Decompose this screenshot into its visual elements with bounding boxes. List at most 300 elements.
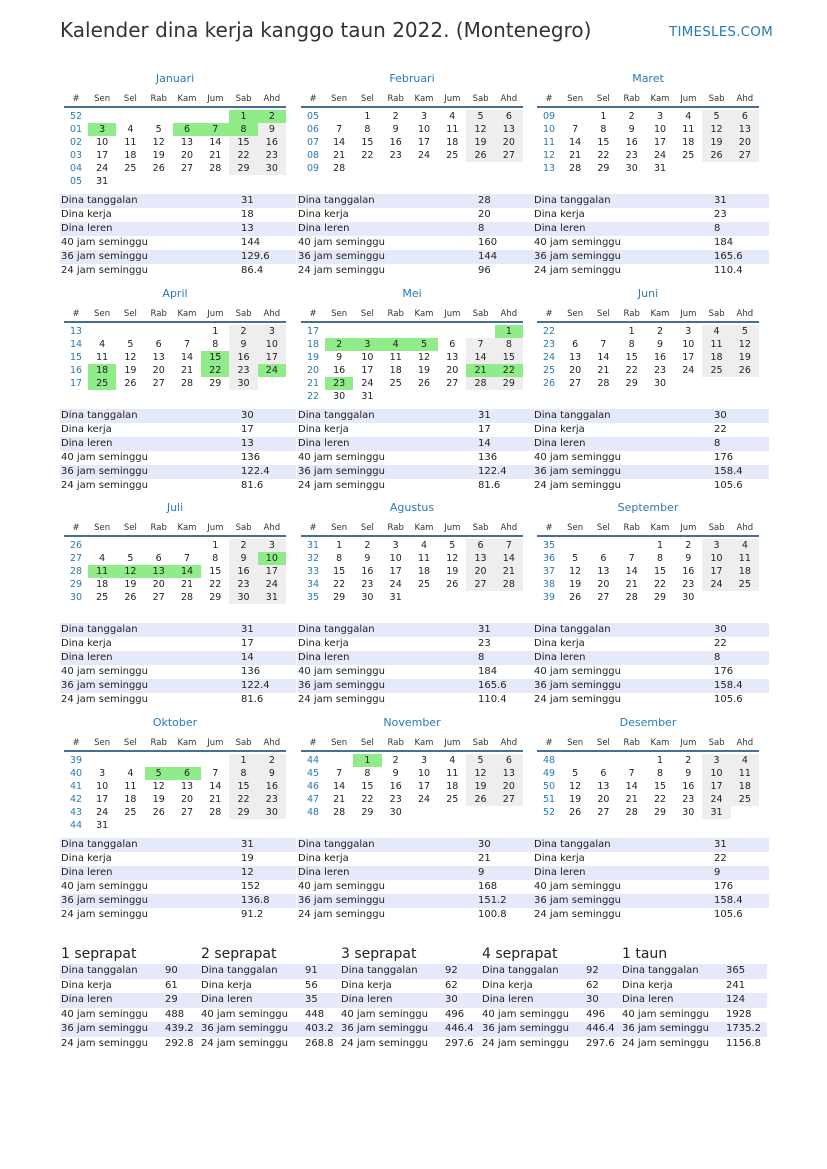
holiday-day-cell[interactable]: 1 [495,325,523,338]
day-cell[interactable]: 6 [495,754,523,767]
day-cell[interactable]: 27 [569,378,582,389]
day-cell[interactable]: 8 [364,768,371,779]
day-cell[interactable]: 11 [389,352,402,363]
day-cell[interactable]: 24 [653,150,667,161]
day-cell[interactable]: 11 [417,553,431,564]
day-cell[interactable]: 1 [364,111,371,122]
day-cell[interactable]: 19 [124,579,137,590]
day-cell[interactable]: 8 [364,124,371,135]
day-cell[interactable]: 26 [152,807,165,818]
day-cell[interactable]: 29 [361,807,374,818]
day-cell[interactable]: 7 [183,553,191,564]
day-cell[interactable]: 21 [209,794,222,805]
day-cell[interactable]: 2 [229,539,257,552]
day-cell[interactable]: 29 [625,378,638,389]
day-cell[interactable]: 25 [124,807,137,818]
day-cell[interactable]: 4 [99,553,106,564]
day-cell[interactable]: 16 [361,566,374,577]
day-cell[interactable]: 17 [417,781,431,792]
day-cell[interactable]: 7 [466,338,494,351]
day-cell[interactable]: 16 [333,365,346,376]
day-cell[interactable]: 6 [572,339,579,350]
day-cell[interactable]: 24 [702,578,730,591]
day-cell[interactable]: 25 [96,592,109,603]
day-cell[interactable]: 8 [336,553,343,564]
day-cell[interactable]: 30 [258,162,286,175]
day-cell[interactable]: 30 [682,592,695,603]
day-cell[interactable]: 23 [258,149,286,162]
day-cell[interactable]: 29 [333,592,346,603]
day-cell[interactable]: 9 [258,767,286,780]
day-cell[interactable]: 31 [258,591,286,604]
day-cell[interactable]: 27 [152,592,165,603]
day-cell[interactable]: 13 [597,781,610,792]
day-cell[interactable]: 18 [124,150,137,161]
day-cell[interactable]: 6 [495,110,523,123]
holiday-day-cell[interactable]: 11 [88,565,116,578]
day-cell[interactable]: 10 [417,768,431,779]
day-cell[interactable]: 28 [180,378,194,389]
day-cell[interactable]: 1 [656,755,664,766]
day-cell[interactable]: 20 [152,365,165,376]
day-cell[interactable]: 29 [229,806,257,819]
day-cell[interactable]: 24 [258,578,286,591]
day-cell[interactable]: 3 [656,111,664,122]
day-cell[interactable]: 8 [656,553,664,564]
day-cell[interactable]: 3 [99,768,106,779]
day-cell[interactable]: 30 [361,592,374,603]
day-cell[interactable]: 21 [333,150,346,161]
day-cell[interactable]: 15 [597,137,610,148]
day-cell[interactable]: 10 [361,352,374,363]
day-cell[interactable]: 4 [449,111,456,122]
day-cell[interactable]: 11 [96,352,109,363]
day-cell[interactable]: 13 [597,566,610,577]
day-cell[interactable]: 2 [258,754,286,767]
day-cell[interactable]: 22 [229,149,257,162]
day-cell[interactable]: 14 [569,137,582,148]
day-cell[interactable]: 5 [731,325,759,338]
day-cell[interactable]: 8 [495,338,523,351]
day-cell[interactable]: 5 [466,110,494,123]
day-cell[interactable]: 12 [569,781,582,792]
day-cell[interactable]: 12 [466,123,494,136]
day-cell[interactable]: 17 [653,137,667,148]
day-cell[interactable]: 25 [731,793,759,806]
holiday-day-cell[interactable]: 6 [173,123,201,136]
day-cell[interactable]: 18 [682,137,695,148]
day-cell[interactable]: 10 [653,124,667,135]
day-cell[interactable]: 29 [495,377,523,390]
day-cell[interactable]: 6 [449,339,456,350]
day-cell[interactable]: 2 [364,540,371,551]
day-cell[interactable]: 27 [597,807,610,818]
day-cell[interactable]: 21 [180,365,194,376]
day-cell[interactable]: 13 [446,352,459,363]
holiday-day-cell[interactable]: 1 [229,110,257,123]
day-cell[interactable]: 14 [625,781,638,792]
day-cell[interactable]: 7 [336,124,343,135]
day-cell[interactable]: 13 [180,137,194,148]
day-cell[interactable]: 18 [446,781,459,792]
holiday-day-cell[interactable]: 2 [258,110,286,123]
day-cell[interactable]: 5 [127,553,134,564]
day-cell[interactable]: 9 [392,768,399,779]
day-cell[interactable]: 8 [628,339,635,350]
day-cell[interactable]: 3 [420,755,428,766]
day-cell[interactable]: 16 [625,137,638,148]
day-cell[interactable]: 6 [731,110,759,123]
day-cell[interactable]: 14 [209,137,222,148]
day-cell[interactable]: 21 [495,565,523,578]
day-cell[interactable]: 10 [96,137,109,148]
day-cell[interactable]: 4 [127,768,134,779]
holiday-day-cell[interactable]: 22 [201,364,229,377]
day-cell[interactable]: 1 [229,754,257,767]
day-cell[interactable]: 28 [466,377,494,390]
day-cell[interactable]: 9 [392,124,399,135]
day-cell[interactable]: 15 [625,352,638,363]
holiday-day-cell[interactable]: 4 [382,338,410,351]
day-cell[interactable]: 4 [731,539,759,552]
day-cell[interactable]: 28 [625,592,638,603]
day-cell[interactable]: 23 [682,579,695,590]
day-cell[interactable]: 28 [333,163,346,174]
day-cell[interactable]: 25 [682,150,695,161]
day-cell[interactable]: 4 [449,755,456,766]
day-cell[interactable]: 19 [152,150,165,161]
day-cell[interactable]: 17 [417,137,431,148]
day-cell[interactable]: 25 [417,579,431,590]
holiday-day-cell[interactable]: 21 [466,364,494,377]
day-cell[interactable]: 21 [597,365,610,376]
day-cell[interactable]: 20 [569,365,582,376]
day-cell[interactable]: 27 [446,378,459,389]
holiday-day-cell[interactable]: 14 [173,565,201,578]
day-cell[interactable]: 15 [229,136,257,149]
day-cell[interactable]: 25 [702,364,730,377]
day-cell[interactable]: 26 [569,807,582,818]
day-cell[interactable]: 19 [569,579,582,590]
day-cell[interactable]: 12 [702,123,730,136]
day-cell[interactable]: 9 [685,553,692,564]
day-cell[interactable]: 17 [702,565,730,578]
day-cell[interactable]: 13 [180,781,194,792]
day-cell[interactable]: 22 [361,794,374,805]
day-cell[interactable]: 23 [389,150,402,161]
day-cell[interactable]: 15 [361,781,374,792]
day-cell[interactable]: 19 [466,136,494,149]
day-cell[interactable]: 1 [336,540,343,551]
day-cell[interactable]: 21 [625,794,638,805]
day-cell[interactable]: 19 [702,136,730,149]
day-cell[interactable]: 24 [361,378,374,389]
day-cell[interactable]: 20 [597,579,610,590]
day-cell[interactable]: 3 [702,539,730,552]
day-cell[interactable]: 15 [495,351,523,364]
day-cell[interactable]: 24 [417,794,431,805]
day-cell[interactable]: 6 [155,553,162,564]
day-cell[interactable]: 17 [361,365,374,376]
day-cell[interactable]: 19 [152,794,165,805]
day-cell[interactable]: 27 [152,378,165,389]
day-cell[interactable]: 15 [361,137,374,148]
day-cell[interactable]: 9 [336,352,343,363]
day-cell[interactable]: 13 [495,767,523,780]
day-cell[interactable]: 14 [180,352,194,363]
day-cell[interactable]: 14 [597,352,610,363]
day-cell[interactable]: 9 [258,123,286,136]
day-cell[interactable]: 22 [597,150,610,161]
day-cell[interactable]: 27 [180,807,194,818]
day-cell[interactable]: 23 [389,794,402,805]
day-cell[interactable]: 20 [495,780,523,793]
day-cell[interactable]: 18 [702,351,730,364]
day-cell[interactable]: 14 [625,566,638,577]
day-cell[interactable]: 23 [625,150,638,161]
day-cell[interactable]: 4 [685,111,692,122]
day-cell[interactable]: 19 [124,365,137,376]
day-cell[interactable]: 21 [209,150,222,161]
day-cell[interactable]: 2 [392,111,399,122]
day-cell[interactable]: 14 [495,552,523,565]
day-cell[interactable]: 26 [466,793,494,806]
day-cell[interactable]: 14 [333,137,346,148]
day-cell[interactable]: 20 [597,794,610,805]
day-cell[interactable]: 16 [229,565,257,578]
day-cell[interactable]: 23 [361,579,374,590]
day-cell[interactable]: 9 [229,552,257,565]
day-cell[interactable]: 11 [446,768,459,779]
day-cell[interactable]: 6 [600,553,607,564]
day-cell[interactable]: 8 [656,768,664,779]
day-cell[interactable]: 17 [258,351,286,364]
day-cell[interactable]: 26 [731,364,759,377]
day-cell[interactable]: 13 [152,352,165,363]
day-cell[interactable]: 18 [124,794,137,805]
day-cell[interactable]: 16 [653,352,667,363]
day-cell[interactable]: 10 [702,552,730,565]
holiday-day-cell[interactable]: 13 [145,565,173,578]
day-cell[interactable]: 24 [96,807,109,818]
day-cell[interactable]: 18 [417,566,431,577]
day-cell[interactable]: 5 [572,553,579,564]
holiday-day-cell[interactable]: 22 [495,364,523,377]
day-cell[interactable]: 28 [495,578,523,591]
day-cell[interactable]: 18 [96,579,109,590]
day-cell[interactable]: 2 [685,540,692,551]
day-cell[interactable]: 31 [389,592,402,603]
day-cell[interactable]: 17 [389,566,402,577]
day-cell[interactable]: 14 [333,781,346,792]
day-cell[interactable]: 24 [702,793,730,806]
day-cell[interactable]: 26 [124,378,137,389]
day-cell[interactable]: 12 [731,338,759,351]
day-cell[interactable]: 21 [625,579,638,590]
day-cell[interactable]: 28 [569,163,582,174]
day-cell[interactable]: 9 [364,553,371,564]
day-cell[interactable]: 23 [653,365,667,376]
day-cell[interactable]: 4 [127,124,134,135]
day-cell[interactable]: 7 [628,553,635,564]
day-cell[interactable]: 6 [155,339,162,350]
day-cell[interactable]: 16 [258,780,286,793]
day-cell[interactable]: 13 [466,552,494,565]
day-cell[interactable]: 11 [702,338,730,351]
day-cell[interactable]: 19 [731,351,759,364]
day-cell[interactable]: 26 [124,592,137,603]
day-cell[interactable]: 16 [682,566,695,577]
day-cell[interactable]: 24 [682,365,695,376]
day-cell[interactable]: 22 [653,794,667,805]
holiday-day-cell[interactable]: 2 [325,338,353,351]
day-cell[interactable]: 9 [628,124,635,135]
day-cell[interactable]: 22 [229,793,257,806]
day-cell[interactable]: 23 [258,793,286,806]
day-cell[interactable]: 18 [389,365,402,376]
day-cell[interactable]: 28 [180,592,194,603]
day-cell[interactable]: 21 [180,579,194,590]
day-cell[interactable]: 26 [446,579,459,590]
day-cell[interactable]: 2 [656,326,664,337]
holiday-day-cell[interactable]: 8 [229,123,257,136]
day-cell[interactable]: 3 [702,754,730,767]
holiday-day-cell[interactable]: 3 [353,338,381,351]
day-cell[interactable]: 24 [96,163,109,174]
day-cell[interactable]: 15 [653,781,667,792]
day-cell[interactable]: 12 [417,352,431,363]
day-cell[interactable]: 30 [653,378,667,389]
day-cell[interactable]: 31 [96,176,109,187]
day-cell[interactable]: 1 [212,540,219,551]
day-cell[interactable]: 10 [389,553,402,564]
day-cell[interactable]: 16 [229,351,257,364]
day-cell[interactable]: 15 [229,780,257,793]
holiday-day-cell[interactable]: 24 [258,364,286,377]
day-cell[interactable]: 30 [229,377,257,390]
day-cell[interactable]: 16 [682,781,695,792]
day-cell[interactable]: 23 [682,794,695,805]
day-cell[interactable]: 11 [682,124,695,135]
holiday-day-cell[interactable]: 23 [325,377,353,390]
day-cell[interactable]: 20 [446,365,459,376]
day-cell[interactable]: 22 [209,579,222,590]
day-cell[interactable]: 17 [682,352,695,363]
day-cell[interactable]: 20 [180,150,194,161]
day-cell[interactable]: 26 [569,592,582,603]
day-cell[interactable]: 27 [180,163,194,174]
day-cell[interactable]: 18 [446,137,459,148]
day-cell[interactable]: 16 [389,137,402,148]
day-cell[interactable]: 28 [333,807,346,818]
day-cell[interactable]: 24 [389,579,402,590]
day-cell[interactable]: 1 [628,326,635,337]
day-cell[interactable]: 29 [209,592,222,603]
day-cell[interactable]: 30 [625,163,638,174]
day-cell[interactable]: 9 [685,768,692,779]
day-cell[interactable]: 20 [731,136,759,149]
day-cell[interactable]: 7 [183,339,191,350]
day-cell[interactable]: 29 [653,592,667,603]
day-cell[interactable]: 7 [572,124,579,135]
day-cell[interactable]: 23 [229,364,257,377]
day-cell[interactable]: 7 [212,768,219,779]
day-cell[interactable]: 19 [569,794,582,805]
day-cell[interactable]: 3 [392,540,399,551]
day-cell[interactable]: 12 [152,781,165,792]
holiday-day-cell[interactable]: 6 [173,767,201,780]
day-cell[interactable]: 20 [466,565,494,578]
day-cell[interactable]: 24 [417,150,431,161]
day-cell[interactable]: 30 [258,806,286,819]
holiday-day-cell[interactable]: 10 [258,552,286,565]
holiday-day-cell[interactable]: 3 [88,123,116,136]
day-cell[interactable]: 2 [685,755,692,766]
day-cell[interactable]: 12 [446,553,459,564]
day-cell[interactable]: 29 [597,163,610,174]
day-cell[interactable]: 28 [209,807,222,818]
day-cell[interactable]: 12 [466,767,494,780]
day-cell[interactable]: 25 [446,794,459,805]
day-cell[interactable]: 7 [600,339,607,350]
day-cell[interactable]: 6 [466,539,494,552]
day-cell[interactable]: 29 [653,807,667,818]
day-cell[interactable]: 4 [99,339,106,350]
day-cell[interactable]: 31 [361,391,374,402]
day-cell[interactable]: 29 [229,162,257,175]
day-cell[interactable]: 15 [209,566,222,577]
day-cell[interactable]: 5 [127,339,134,350]
day-cell[interactable]: 5 [466,754,494,767]
day-cell[interactable]: 13 [495,123,523,136]
day-cell[interactable]: 26 [466,149,494,162]
day-cell[interactable]: 2 [392,755,399,766]
day-cell[interactable]: 6 [600,768,607,779]
day-cell[interactable]: 5 [702,110,730,123]
day-cell[interactable]: 11 [124,781,137,792]
day-cell[interactable]: 2 [229,325,257,338]
day-cell[interactable]: 27 [495,793,523,806]
day-cell[interactable]: 5 [449,540,456,551]
day-cell[interactable]: 8 [212,553,219,564]
day-cell[interactable]: 10 [702,767,730,780]
holiday-day-cell[interactable]: 15 [201,351,229,364]
day-cell[interactable]: 25 [446,150,459,161]
holiday-day-cell[interactable]: 18 [88,364,116,377]
day-cell[interactable]: 27 [466,578,494,591]
day-cell[interactable]: 10 [417,124,431,135]
day-cell[interactable]: 27 [731,149,759,162]
day-cell[interactable]: 15 [333,566,346,577]
day-cell[interactable]: 14 [466,351,494,364]
day-cell[interactable]: 7 [628,768,635,779]
day-cell[interactable]: 30 [682,807,695,818]
day-cell[interactable]: 17 [96,794,109,805]
day-cell[interactable]: 18 [731,565,759,578]
day-cell[interactable]: 28 [625,807,638,818]
day-cell[interactable]: 26 [702,149,730,162]
day-cell[interactable]: 10 [96,781,109,792]
holiday-day-cell[interactable]: 12 [116,565,144,578]
day-cell[interactable]: 9 [656,339,664,350]
day-cell[interactable]: 21 [569,150,582,161]
day-cell[interactable]: 5 [572,768,579,779]
day-cell[interactable]: 9 [229,338,257,351]
day-cell[interactable]: 28 [209,163,222,174]
day-cell[interactable]: 22 [625,365,638,376]
day-cell[interactable]: 4 [420,540,428,551]
day-cell[interactable]: 7 [336,768,343,779]
